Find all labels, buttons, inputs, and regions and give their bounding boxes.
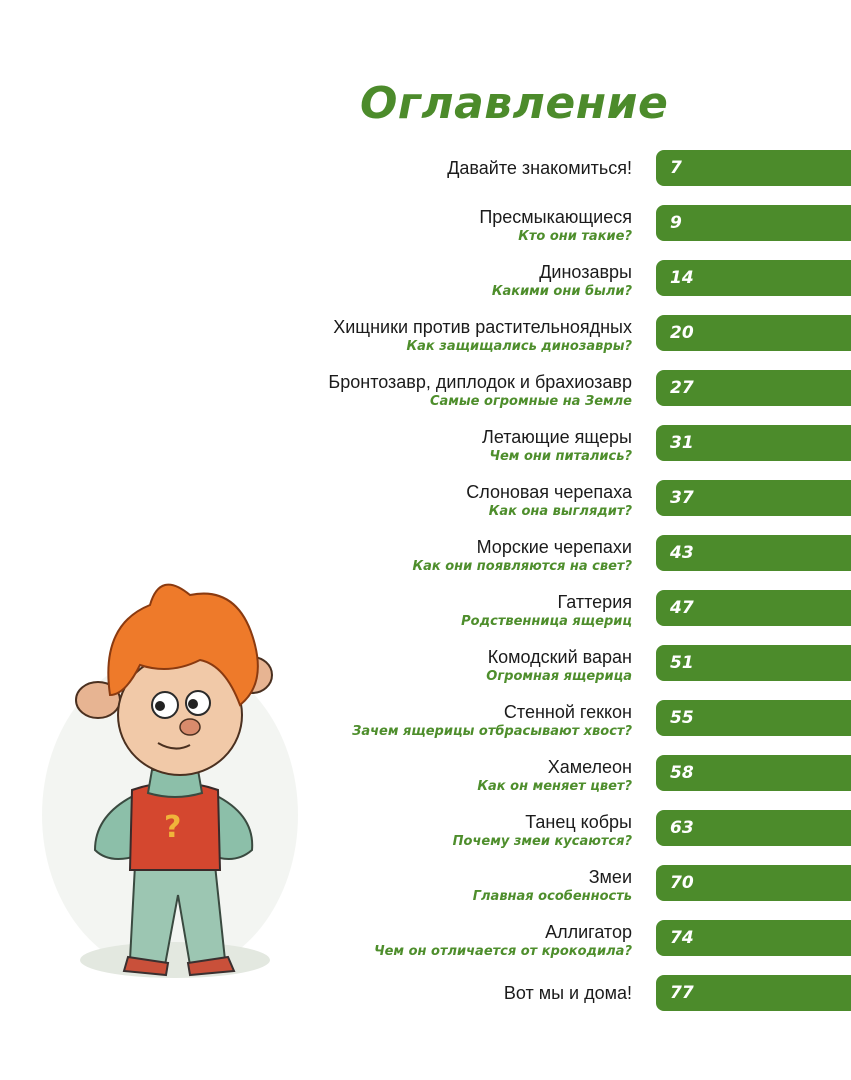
toc-page-number-tab[interactable]: 55 — [656, 700, 851, 736]
toc-entry-title: Динозавры — [539, 262, 632, 282]
toc-entry-title: Вот мы и дома! — [503, 983, 632, 1003]
toc-entry[interactable] — [0, 478, 851, 522]
pupil-left — [155, 701, 165, 711]
ground-shadow — [80, 942, 270, 978]
toc-entry[interactable] — [0, 368, 851, 412]
toc-entry[interactable] — [0, 203, 851, 247]
toc-entry-subtitle: Родственница ящериц — [461, 614, 632, 629]
toc-entry-title: Стенной геккон — [503, 702, 632, 722]
toc-entry-title: Змеи — [588, 867, 632, 887]
toc-entry-subtitle: Как они появляются на свет? — [412, 559, 632, 574]
boy-illustration — [40, 565, 300, 985]
toc-page-number-tab[interactable]: 37 — [656, 480, 851, 516]
toc-entry-subtitle: Как она выглядит? — [488, 504, 632, 519]
toc-entry-subtitle: Огромная ящерица — [486, 669, 632, 684]
toc-entry-subtitle: Как защищались динозавры? — [406, 339, 632, 354]
toc-entry-title: Бронтозавр, диплодок и брахиозавр — [328, 372, 632, 392]
toc-entry-subtitle: Зачем ящерицы отбрасывают хвост? — [352, 724, 632, 739]
toc-entry-subtitle: Самые огромные на Земле — [429, 394, 632, 409]
nose — [180, 719, 200, 735]
toc-page-number-tab[interactable]: 77 — [656, 975, 851, 1011]
toc-entry-subtitle: Кто они такие? — [518, 229, 632, 244]
toc-page-number-tab[interactable]: 51 — [656, 645, 851, 681]
toc-entry[interactable] — [0, 148, 851, 192]
page-title: Оглавление — [360, 78, 669, 129]
toc-entry[interactable] — [0, 313, 851, 357]
toc-page-number-tab[interactable]: 14 — [656, 260, 851, 296]
toc-entry[interactable] — [0, 258, 851, 302]
question-mark-icon: ? — [164, 810, 182, 845]
toc-page-number-tab[interactable]: 7 — [656, 150, 851, 186]
toc-entry-title: Комодский варан — [487, 647, 632, 667]
toc-entry-title: Хамелеон — [547, 757, 632, 777]
toc-entry-subtitle: Чем они питались? — [489, 449, 632, 464]
pupil-right — [188, 699, 198, 709]
toc-page-number-tab[interactable]: 43 — [656, 535, 851, 571]
toc-entry-subtitle: Почему змеи кусаются? — [452, 834, 632, 849]
toc-entry-title: Аллигатор — [545, 922, 632, 942]
toc-entry-subtitle: Главная особенность — [472, 889, 632, 904]
toc-entry-title: Слоновая черепаха — [466, 482, 632, 502]
toc-page-number-tab[interactable]: 63 — [656, 810, 851, 846]
toc-entry[interactable] — [0, 423, 851, 467]
toc-entry-subtitle: Как он меняет цвет? — [477, 779, 632, 794]
toc-page-number-tab[interactable]: 58 — [656, 755, 851, 791]
toc-page-number-tab[interactable]: 27 — [656, 370, 851, 406]
toc-entry-subtitle: Чем он отличается от крокодила? — [374, 944, 632, 959]
toc-entry-title: Морские черепахи — [476, 537, 632, 557]
toc-entry-title: Пресмыкающиеся — [479, 207, 632, 227]
toc-page-number-tab[interactable]: 70 — [656, 865, 851, 901]
toc-page-number-tab[interactable]: 47 — [656, 590, 851, 626]
toc-page-number-tab[interactable]: 74 — [656, 920, 851, 956]
toc-entry-title: Хищники против растительноядных — [333, 317, 632, 337]
toc-page-number-tab[interactable]: 20 — [656, 315, 851, 351]
toc-entry-title: Давайте знакомиться! — [447, 158, 632, 178]
toc-entry-subtitle: Какими они были? — [491, 284, 632, 299]
toc-page-number-tab[interactable]: 31 — [656, 425, 851, 461]
toc-entry-title: Гаттерия — [557, 592, 632, 612]
toc-entry-title: Летающие ящеры — [482, 427, 632, 447]
toc-page-number-tab[interactable]: 9 — [656, 205, 851, 241]
toc-entry-title: Танец кобры — [525, 812, 632, 832]
